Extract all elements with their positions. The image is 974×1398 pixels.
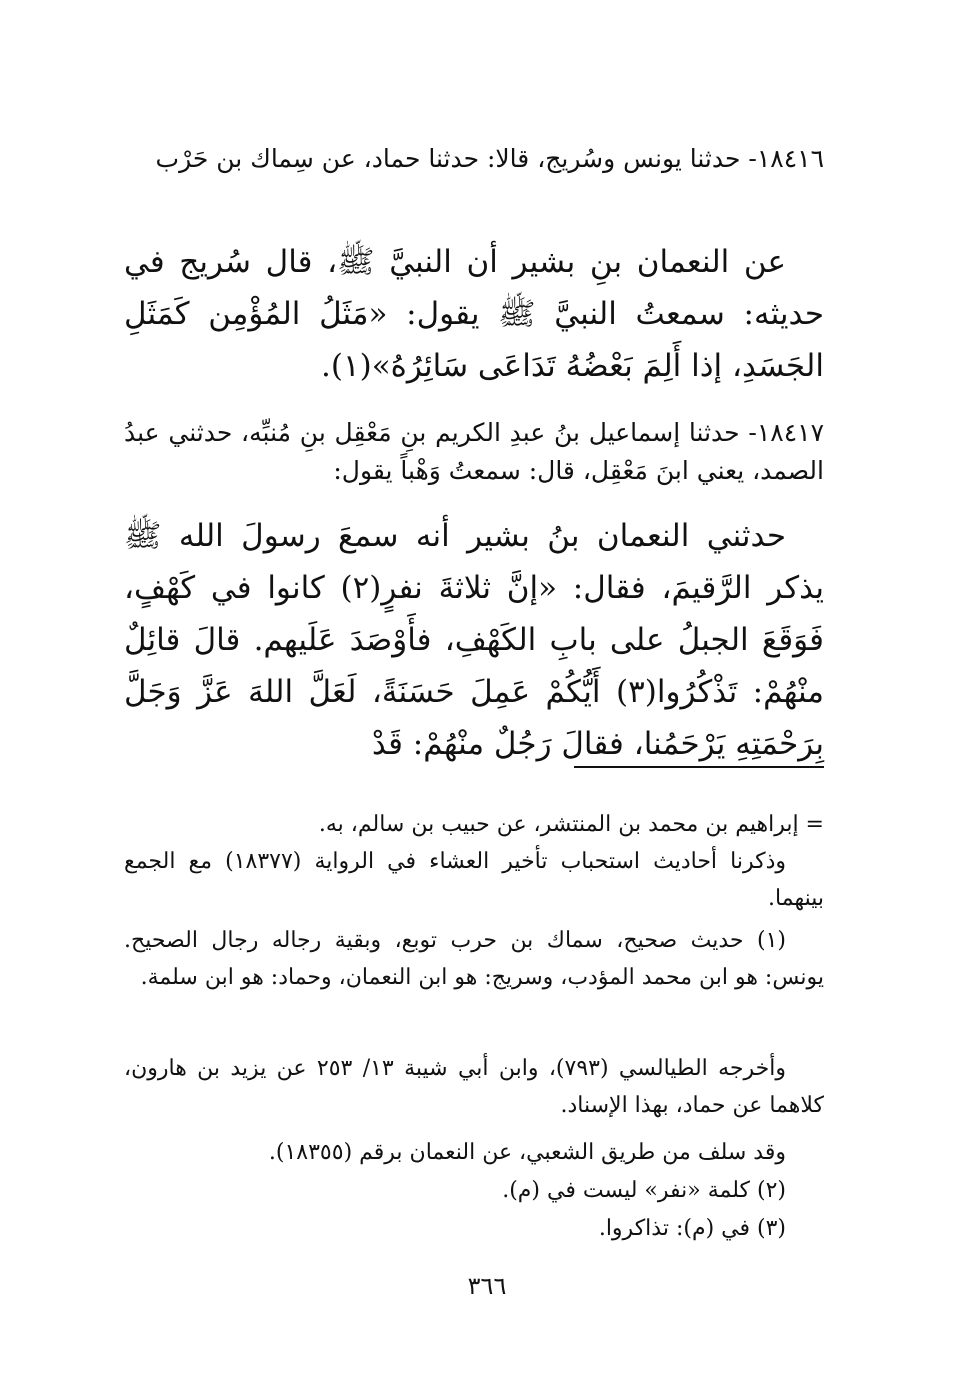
- hadith-18417-matn: حدثني النعمان بنُ بشير أنه سمعَ رسولَ الله ﷺ يذكر الرَّقيمَ، فقال: «إنَّ ثلاثةَ نفرٍ(٢) كانوا في كَهْفٍ، فَوَقَعَ الجبلُ على بابِ الكَهْفِ، فأَوْصَدَ عَلَيهم. قالَ قائِلٌ منْهُمْ: تَذْكُرُوا(٣) أَيُّكُمْ عَمِلَ حَسَنَةً، لَعَلَّ اللهَ عَزَّ وَجَلَّ بِرَحْمَتِهِ يَرْحَمُنا، فقالَ رَجُلٌ منْهُمْ: قَدْ: [124, 518, 824, 762]
- hadith-18416-matn: عن النعمان بنِ بشير أن النبيَّ ﷺ، قال سُريج في حديثه: سمعتُ النبيَّ ﷺ يقول: «مَثَلُ المُؤْمِن كَمَثَلِ الجَسَدِ، إذا أَلِمَ بَعْضُهُ تَدَاعَى سَائِرُهُ»(١).: [124, 244, 824, 384]
- page-number: ٣٦٦: [467, 1272, 507, 1300]
- footnote-1-para-1: (١) حديث صحيح، سماك بن حرب توبع، وبقية رجاله رجال الصحيح. يونس: هو ابن محمد المؤدب، وسريج: هو ابن النعمان، وحماد: هو ابن سلمة.: [124, 928, 824, 990]
- footnote-1-para-2: وأخرجه الطيالسي (٧٩٣)، وابن أبي شيبة ١٣/ ٢٥٣ عن يزيد بن هارون، كلاهما عن حماد، بهذا الإسناد.: [124, 1056, 824, 1118]
- hadith-18416-isnad: ١٨٤١٦- حدثنا يونس وسُريج، قالا: حدثنا حماد، عن سِماك بن حَرْب: [155, 144, 824, 173]
- footnote-continued-line-1: = إبراهيم بن محمد بن المنتشر، عن حبيب بن سالم، به.: [318, 812, 824, 837]
- footnote-1-para-3: وقد سلف من طريق الشعبي، عن النعمان برقم (١٨٣٥٥).: [268, 1140, 786, 1165]
- footnote-separator: [574, 766, 824, 768]
- footnote-2: (٢) كلمة «نفر» ليست في (م).: [502, 1178, 786, 1203]
- hadith-18417-isnad: ١٨٤١٧- حدثنا إسماعيل بنُ عبدِ الكريم بنِ مَعْقِل بنِ مُنبِّه، حدثني عبدُ الصمد، يعني ابنَ مَعْقِل، قال: سمعتُ وَهْباً يقول:: [124, 418, 824, 485]
- footnote-3: (٣) في (م): تذاكروا.: [598, 1216, 786, 1241]
- footnote-continued-line-2: وذكرنا أحاديث استحباب تأخير العشاء في الرواية (١٨٣٧٧) مع الجمع بينهما.: [124, 849, 824, 911]
